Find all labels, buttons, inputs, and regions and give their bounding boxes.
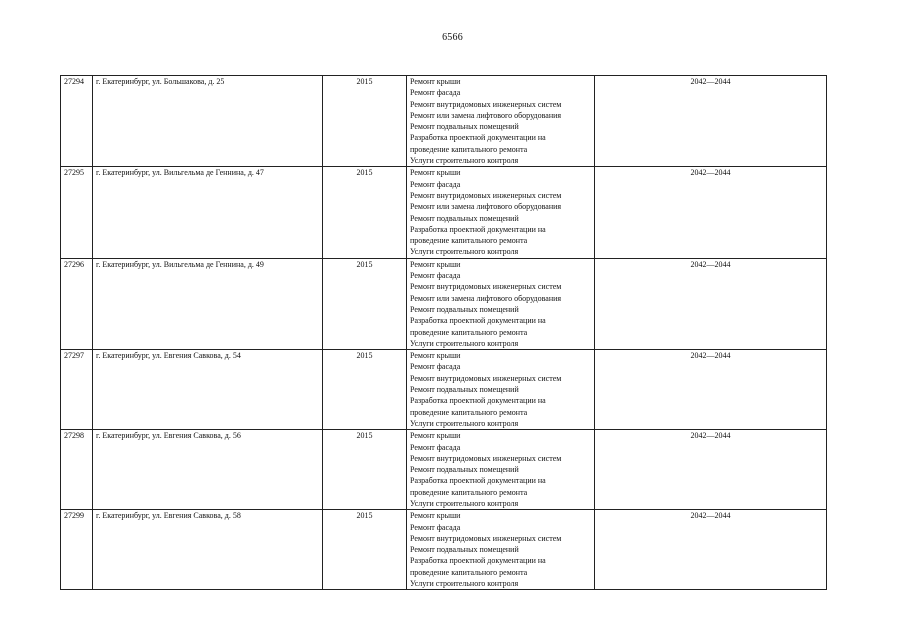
capital-repair-table <box>60 75 827 590</box>
year-cell: 2015 <box>323 167 407 258</box>
works-cell <box>407 167 595 258</box>
row-number-cell: 27298 <box>61 430 93 510</box>
work-item: проведение капитального ремонта <box>410 144 528 154</box>
work-item: Ремонт внутридомовых инженерных систем <box>410 282 562 292</box>
work-item: проведение капитального ремонта <box>410 567 528 577</box>
work-item: Ремонт внутридомовых инженерных систем <box>410 99 562 109</box>
works-cell <box>407 510 595 590</box>
work-item: Услуги строительного контроля <box>410 156 519 166</box>
year-cell: 2015 <box>323 430 407 510</box>
work-item: Услуги строительного контроля <box>410 579 519 589</box>
table-row <box>61 350 827 430</box>
work-item: проведение капитального ремонта <box>410 327 528 337</box>
row-number-cell: 27299 <box>61 510 93 590</box>
work-item: Ремонт подвальных помещений <box>410 213 519 223</box>
address-cell: г. Екатеринбург, ул. Большакова, д. 25 <box>93 76 323 167</box>
work-item: Ремонт или замена лифтового оборудования <box>410 202 562 212</box>
works-cell <box>407 258 595 349</box>
works-cell <box>407 430 595 510</box>
work-item: Услуги строительного контроля <box>410 338 519 348</box>
page-number: 6566 <box>442 32 463 43</box>
row-number-cell: 27294 <box>61 76 93 167</box>
table-row <box>61 167 827 258</box>
table-row <box>61 258 827 349</box>
work-item: Ремонт фасада <box>410 271 461 281</box>
row-number-cell: 27296 <box>61 258 93 349</box>
work-item: Ремонт подвальных помещений <box>410 545 519 555</box>
works-cell <box>407 76 595 167</box>
work-item: Разработка проектной документации на <box>410 316 546 326</box>
work-item: Разработка проектной документации на <box>410 396 546 406</box>
period-cell: 2042—2044 <box>595 430 827 510</box>
work-item: Ремонт крыши <box>410 351 461 361</box>
address-cell: г. Екатеринбург, ул. Евгения Савкова, д. 56 <box>93 430 323 510</box>
work-item: Ремонт внутридомовых инженерных систем <box>410 190 562 200</box>
work-item: Ремонт фасада <box>410 179 461 189</box>
table-row <box>61 76 827 167</box>
period-cell: 2042—2044 <box>595 76 827 167</box>
work-item: Ремонт фасада <box>410 522 461 532</box>
work-item: Ремонт крыши <box>410 511 461 521</box>
address-cell: г. Екатеринбург, ул. Евгения Савкова, д. 54 <box>93 350 323 430</box>
work-item: Ремонт подвальных помещений <box>410 122 519 132</box>
period-cell: 2042—2044 <box>595 258 827 349</box>
work-item: Ремонт крыши <box>410 431 461 441</box>
work-item: Услуги строительного контроля <box>410 247 519 257</box>
table-row <box>61 430 827 510</box>
work-item: Разработка проектной документации на <box>410 224 546 234</box>
work-item: Услуги строительного контроля <box>410 498 519 508</box>
period-cell: 2042—2044 <box>595 350 827 430</box>
year-cell: 2015 <box>323 76 407 167</box>
work-item: Ремонт внутридомовых инженерных систем <box>410 373 562 383</box>
works-cell <box>407 350 595 430</box>
work-item: Ремонт фасада <box>410 442 461 452</box>
work-item: Ремонт фасада <box>410 88 461 98</box>
year-cell: 2015 <box>323 258 407 349</box>
work-item: Ремонт крыши <box>410 77 461 86</box>
row-number-cell: 27297 <box>61 350 93 430</box>
work-item: проведение капитального ремонта <box>410 407 528 417</box>
work-item: Ремонт подвальных помещений <box>410 385 519 395</box>
address-cell: г. Екатеринбург, ул. Евгения Савкова, д. 58 <box>93 510 323 590</box>
work-item: Ремонт или замена лифтового оборудования <box>410 293 562 303</box>
work-item: Разработка проектной документации на <box>410 133 546 143</box>
work-item: Ремонт подвальных помещений <box>410 304 519 314</box>
work-item: Разработка проектной документации на <box>410 476 546 486</box>
work-item: Разработка проектной документации на <box>410 556 546 566</box>
work-item: Ремонт подвальных помещений <box>410 465 519 475</box>
work-item: проведение капитального ремонта <box>410 236 528 246</box>
work-item: проведение капитального ремонта <box>410 487 528 497</box>
address-cell: г. Екатеринбург, ул. Вильгельма де Геннина, д. 47 <box>93 167 323 258</box>
work-item: Ремонт крыши <box>410 168 461 178</box>
work-item: Ремонт внутридомовых инженерных систем <box>410 533 562 543</box>
address-cell: г. Екатеринбург, ул. Вильгельма де Геннина, д. 49 <box>93 258 323 349</box>
work-item: Ремонт или замена лифтового оборудования <box>410 110 562 120</box>
work-item: Ремонт внутридомовых инженерных систем <box>410 453 562 463</box>
work-item: Ремонт фасада <box>410 362 461 372</box>
row-number-cell: 27295 <box>61 167 93 258</box>
table-body <box>61 76 827 590</box>
period-cell: 2042—2044 <box>595 510 827 590</box>
work-item: Ремонт крыши <box>410 259 461 269</box>
year-cell: 2015 <box>323 350 407 430</box>
table-row <box>61 510 827 590</box>
year-cell: 2015 <box>323 510 407 590</box>
period-cell: 2042—2044 <box>595 167 827 258</box>
work-item: Услуги строительного контроля <box>410 418 519 428</box>
